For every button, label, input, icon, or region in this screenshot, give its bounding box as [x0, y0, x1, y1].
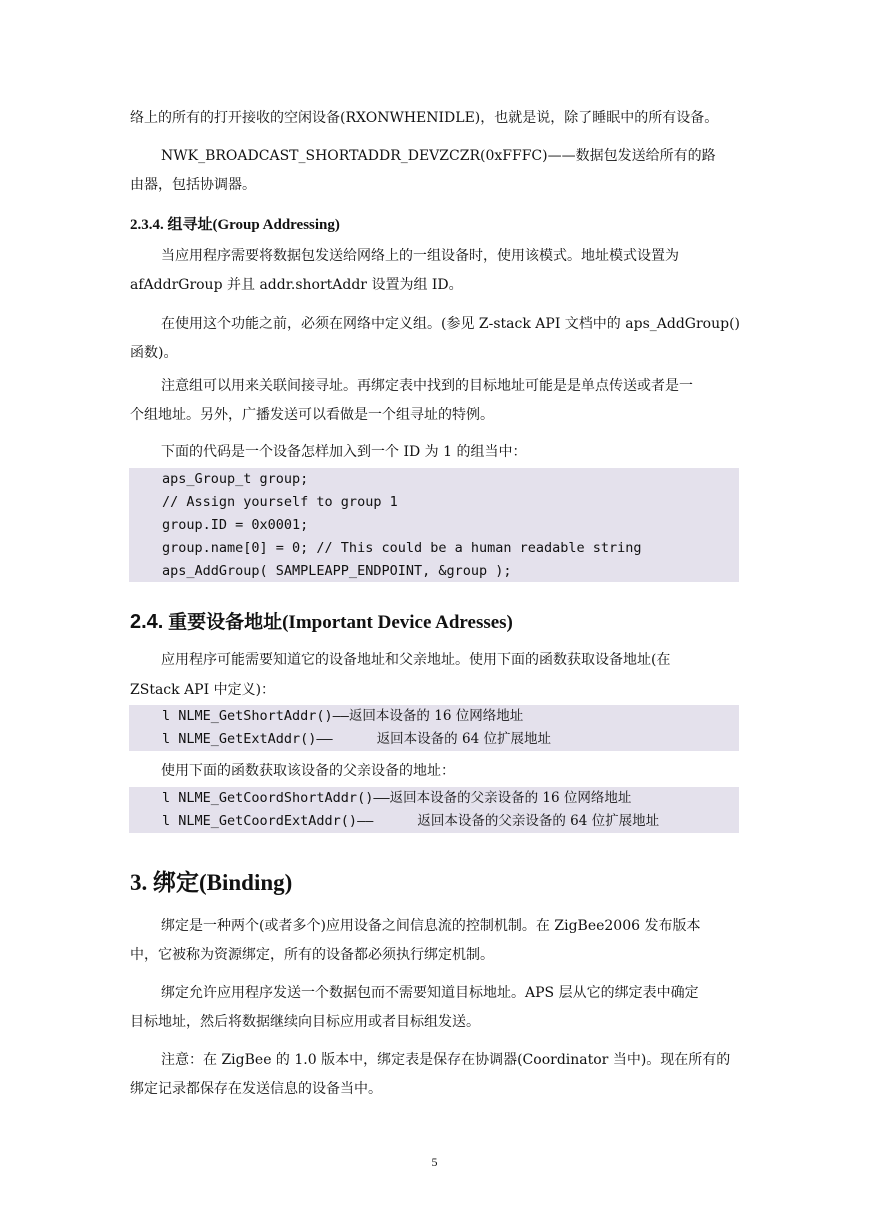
paragraph-group-1-line2: afAddrGroup 并且 addr.shortAddr 设置为组 ID。	[130, 277, 463, 293]
api-line	[129, 787, 739, 810]
api-description: 返回本设备的 16 位网络地址	[348, 708, 524, 724]
paragraph-binding-3-line1: 注意：在 ZigBee 的 1.0 版本中，绑定表是保存在协调器(Coordinator 当中)。现在所有的	[161, 1052, 731, 1068]
paragraph-group-code-intro: 下面的代码是一个设备怎样加入到一个 ID 为 1 的组当中：	[161, 444, 527, 460]
paragraph-addr-line2: ZStack API 中定义)：	[130, 682, 276, 698]
api-function: l NLME_GetExtAddr()——	[162, 731, 333, 747]
heading-binding: 3. 绑定(Binding)	[130, 870, 293, 895]
api-description: 返回本设备的 64 位扩展地址	[376, 731, 551, 747]
code-line: group.ID = 0x0001;	[162, 517, 309, 533]
paragraph-parent-address: 使用下面的函数获取该设备的父亲设备的地址：	[161, 763, 455, 779]
paragraph-group-2-line2: 函数)。	[130, 345, 178, 361]
paragraph-binding-1-line2: 中，它被称为资源绑定，所有的设备都必须执行绑定机制。	[130, 947, 494, 963]
paragraph-group-2-line1: 在使用这个功能之前，必须在网络中定义组。(参见 Z-stack API 文档中的 aps_AddGroup()	[161, 316, 740, 332]
page-number: 5	[431, 1155, 438, 1169]
heading-text: 重要设备地址(Important Device Adresses)	[163, 612, 513, 633]
code-line: aps_AddGroup( SAMPLEAPP_ENDPOINT, &group );	[162, 563, 512, 579]
paragraph-addr-line1: 应用程序可能需要知道它的设备地址和父亲地址。使用下面的函数获取设备地址(在	[161, 652, 671, 668]
paragraph-binding-1-line1: 绑定是一种两个(或者多个)应用设备之间信息流的控制机制。在 ZigBee2006 发布版本	[161, 918, 701, 934]
code-line: group.name[0] = 0; // This could be a human readable string	[162, 540, 642, 556]
heading-group-addressing: 2.3.4. 组寻址(Group Addressing)	[130, 217, 340, 233]
paragraph-group-3-line1: 注意组可以用来关联间接寻址。再绑定表中找到的目标地址可能是是单点传送或者是一	[161, 378, 693, 394]
paragraph-binding-2-line1: 绑定允许应用程序发送一个数据包而不需要知道目标地址。APS 层从它的绑定表中确定	[161, 985, 699, 1001]
paragraph-nwk-broadcast-line2: 由器，包括协调器。	[130, 177, 256, 193]
paragraph-binding-3-line2: 绑定记录都保存在发送信息的设备当中。	[130, 1081, 382, 1097]
api-line	[129, 705, 739, 728]
api-function: l NLME_GetCoordShortAddr()——	[162, 790, 390, 806]
code-line: // Assign yourself to group 1	[162, 494, 398, 510]
paragraph-group-3-line2: 个组地址。另外，广播发送可以看做是一个组寻址的特例。	[130, 407, 494, 423]
paragraph-binding-2-line2: 目标地址，然后将数据继续向目标应用或者目标组发送。	[130, 1014, 480, 1030]
code-line: aps_Group_t group;	[162, 471, 309, 487]
api-description: 返回本设备的父亲设备的 64 位扩展地址	[417, 813, 660, 829]
api-block-parent-address	[129, 787, 739, 833]
api-line	[129, 728, 739, 751]
paragraph-nwk-broadcast-line1: NWK_BROADCAST_SHORTADDR_DEVZCZR(0xFFFC)——数据包发送给所有的路	[161, 148, 716, 164]
paragraph-broadcast-rxon: 络上的所有的打开接收的空闲设备(RXONWHENIDLE)，也就是说，除了睡眠中的所有设备。	[130, 110, 719, 126]
api-function: l NLME_GetShortAddr()——	[162, 708, 349, 724]
paragraph-group-1-line1: 当应用程序需要将数据包发送给网络上的一组设备时，使用该模式。地址模式设置为	[161, 248, 679, 264]
api-block-device-address	[129, 705, 739, 751]
heading-number: 2.4.	[130, 611, 164, 633]
api-description: 返回本设备的父亲设备的 16 位网络地址	[389, 790, 632, 806]
api-function: l NLME_GetCoordExtAddr()——	[162, 813, 374, 829]
heading-important-device-addresses	[130, 607, 513, 634]
api-line	[129, 810, 739, 833]
code-block-add-group	[129, 468, 739, 582]
